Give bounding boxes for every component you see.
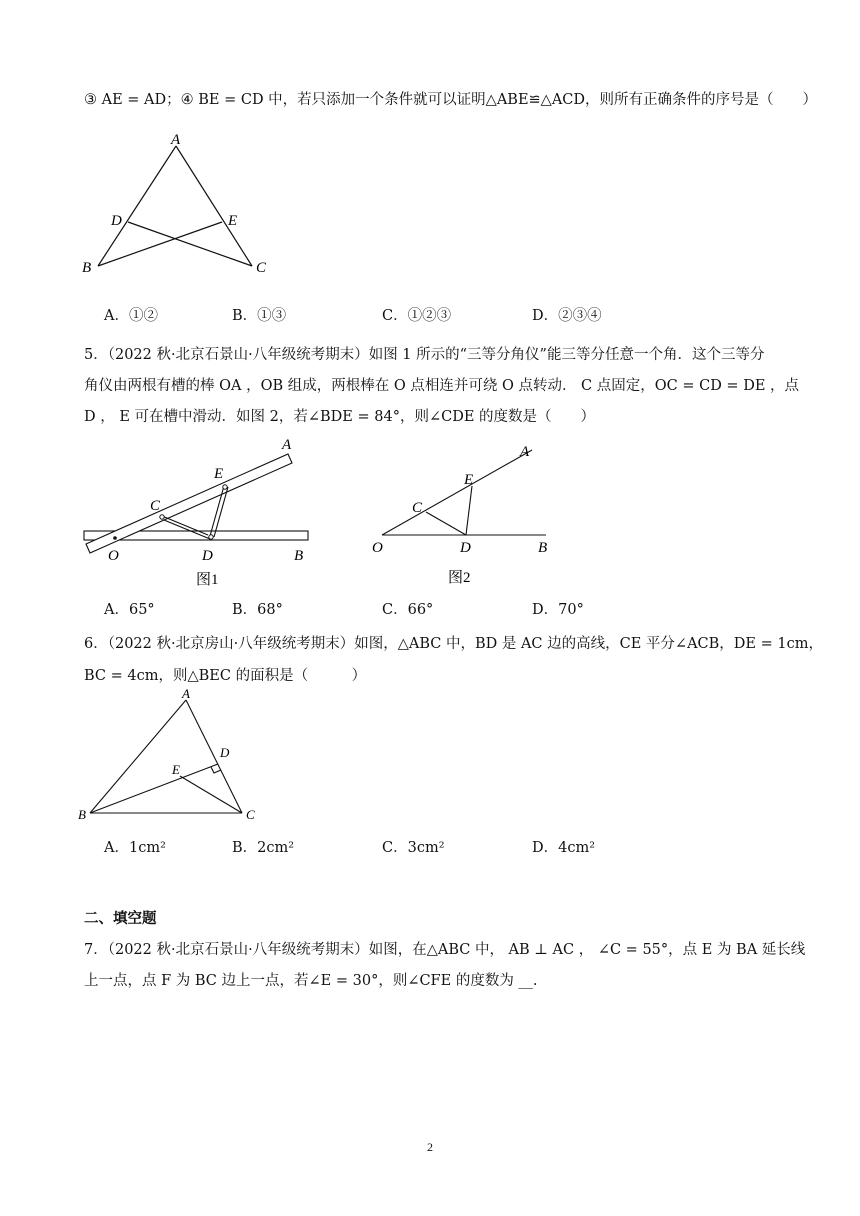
q6-option-b[interactable]: B．2cm²: [232, 840, 295, 856]
q4-text-line1: ③ AE = AD；④ BE = CD 中，若只添加一个条件就可以证明△ABE≌△ACD，则所有正确条件的序号是（ ）: [84, 92, 818, 108]
fig1-label-c: C: [150, 498, 161, 514]
q6-label-e: E: [172, 762, 180, 777]
q6-text-line2: BC = 4cm，则△BEC 的面积是（ ）: [84, 668, 367, 684]
fig1-label-a: A: [282, 437, 292, 453]
fig2-caption: 图2: [448, 570, 471, 586]
q4-option-a[interactable]: A．①②: [104, 308, 158, 324]
q5-text-line3: D ， E 可在槽中滑动．如图 2，若∠BDE = 84°，则∠CDE 的度数是（ ）: [84, 409, 596, 425]
fig1-pin-d: [209, 535, 213, 539]
q4-label-b: B: [82, 260, 92, 276]
q5-option-d[interactable]: D．70°: [532, 602, 584, 618]
q6-text-line1: 6．（2022 秋·北京房山·八年级统考期末）如图，△ABC 中，BD 是 AC 边的高线，CE 平分∠ACB，DE = 1cm，: [84, 636, 823, 652]
q4-option-c[interactable]: C．①②③: [382, 308, 452, 324]
section-heading-fill-in: 二、填空题: [84, 911, 157, 927]
fig2-label-b: B: [538, 540, 548, 556]
fig2-segment-cd: [426, 512, 466, 535]
q5-option-c[interactable]: C．66°: [382, 602, 434, 618]
q6-side-ab: [90, 700, 186, 813]
q6-label-a: A: [182, 688, 190, 701]
fig2-label-d: D: [460, 540, 471, 556]
q6-label-b: B: [78, 807, 86, 822]
q5-option-b[interactable]: B．68°: [232, 602, 283, 618]
page-number: 2: [427, 1140, 433, 1154]
q6-label-d: D: [220, 745, 230, 760]
q4-label-e: E: [228, 213, 238, 229]
fig2-label-o: O: [372, 540, 383, 556]
q7-text-line2: 上一点，点 F 为 BC 边上一点，若∠E = 30°，则∠CFE 的度数为 __.: [84, 973, 538, 989]
q4-label-d: D: [111, 213, 122, 229]
fig1-label-o: O: [108, 548, 119, 564]
fig1-pin-c: [160, 515, 164, 519]
fig2-ray-oa: [382, 450, 532, 535]
q6-label-c: C: [246, 807, 255, 822]
fig1-caption: 图1: [196, 572, 219, 588]
q5-figure-1: [78, 432, 318, 592]
q7-text-line1: 7．（2022 秋·北京石景山·八年级统考期末）如图，在△ABC 中， AB ⊥ AC ， ∠C = 55°，点 E 为 BA 延长线: [84, 942, 806, 958]
q6-option-a[interactable]: A．1cm²: [104, 840, 166, 856]
q6-triangle-figure: [74, 688, 274, 828]
q4-label-a: A: [171, 132, 181, 148]
q6-altitude-bd: [90, 764, 218, 813]
fig1-pin-e: [223, 485, 227, 489]
q4-side-ac: [176, 146, 252, 266]
fig2-label-e: E: [464, 472, 474, 488]
q4-option-d[interactable]: D．②③④: [532, 308, 602, 324]
q6-option-c[interactable]: C．3cm²: [382, 840, 445, 856]
q4-option-b[interactable]: B．①③: [232, 308, 287, 324]
fig2-segment-de: [466, 486, 472, 535]
fig2-label-a: A: [520, 444, 530, 460]
q4-triangle-figure: [78, 128, 278, 280]
fig1-label-e: E: [214, 466, 224, 482]
q5-text-line2: 角仪由两根有槽的棒 OA ，OB 组成，两根棒在 O 点相连并可绕 O 点转动． C 点固定，OC = CD = DE ，点: [84, 378, 800, 394]
q6-option-d[interactable]: D．4cm²: [532, 840, 596, 856]
fig1-pivot-o: [113, 536, 117, 540]
fig2-label-c: C: [412, 500, 423, 516]
q5-option-a[interactable]: A．65°: [104, 602, 155, 618]
fig1-label-b: B: [294, 548, 304, 564]
fig1-label-d: D: [202, 548, 213, 564]
q4-label-c: C: [256, 260, 267, 276]
q4-side-ab: [98, 146, 176, 266]
q5-figure-2: [366, 432, 566, 592]
q5-text-line1: 5．（2022 秋·北京石景山·八年级统考期末）如图 1 所示的“三等分角仪”能三等分任意一个角．这个三等分: [84, 347, 765, 363]
